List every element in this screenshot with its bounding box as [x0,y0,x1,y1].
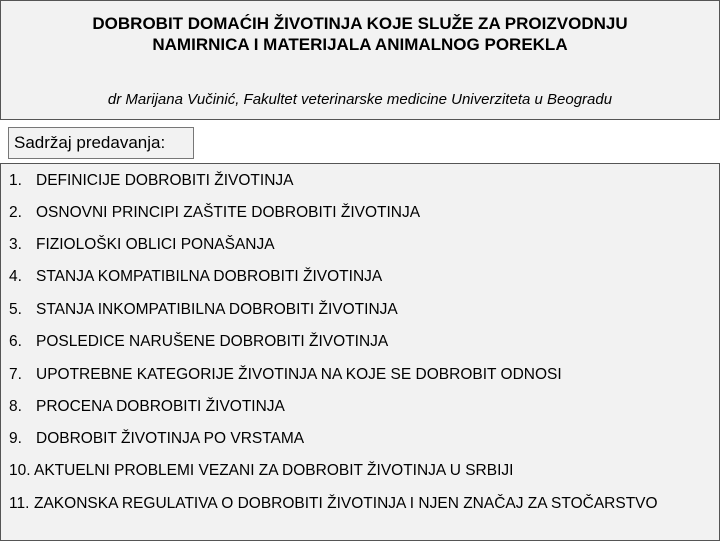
item-text: OSNOVNI PRINCIPI ZAŠTITE DOBROBITI ŽIVOTINJA [36,204,421,221]
item-text: STANJA KOMPATIBILNA DOBROBITI ŽIVOTINJA [36,268,383,285]
item-number: 10. [9,462,31,479]
item-text: PROCENA DOBROBITI ŽIVOTINJA [36,398,285,415]
contents-list-box [0,163,720,541]
list-item [9,202,711,224]
item-text: ZAKONSKA REGULATIVA O DOBROBITI ŽIVOTINJA I NJEN ZNAČAJ ZA STOČARSTVO [34,495,658,512]
list-item [9,331,711,353]
author-line: dr Marijana Vučinić, Fakultet veterinarske medicine Univerziteta u Beogradu [107,91,613,108]
item-text: DEFINICIJE DOBROBITI ŽIVOTINJA [36,172,294,189]
item-text: STANJA INKOMPATIBILNA DOBROBITI ŽIVOTINJA [36,301,398,318]
item-text: POSLEDICE NARUŠENE DOBROBITI ŽIVOTINJA [36,333,389,350]
list-item [9,493,711,515]
item-number: 4. [9,268,22,285]
item-number: 1. [9,172,22,189]
item-number: 5. [9,301,22,318]
item-number: 8. [9,398,22,415]
item-number: 6. [9,333,22,350]
list-item [9,396,711,418]
header-box [0,0,720,120]
item-text: UPOTREBNE KATEGORIJE ŽIVOTINJA NA KOJE SE DOBROBIT ODNOSI [36,366,562,383]
list-item [9,266,711,288]
slide-title: DOBROBIT DOMAĆIH ŽIVOTINJA KOJE SLUŽE ZA PROIZVODNJU NAMIRNICA I MATERIJALA ANIMALNOG POREKLA [92,14,628,54]
item-number: 7. [9,366,22,383]
list-item [9,299,711,321]
list-item [9,364,711,386]
list-item [9,170,711,192]
contents-label: Sadržaj predavanja: [8,127,194,159]
list-item [9,460,711,482]
list-item [9,428,711,450]
item-number: 9. [9,430,22,447]
item-number: 2. [9,204,22,221]
item-text: DOBROBIT ŽIVOTINJA PO VRSTAMA [36,430,305,447]
item-number: 11. [9,495,30,512]
item-text: AKTUELNI PROBLEMI VEZANI ZA DOBROBIT ŽIVOTINJA U SRBIJI [34,462,514,479]
list-item [9,234,711,256]
item-number: 3. [9,236,22,253]
item-text: FIZIOLOŠKI OBLICI PONAŠANJA [36,236,275,253]
